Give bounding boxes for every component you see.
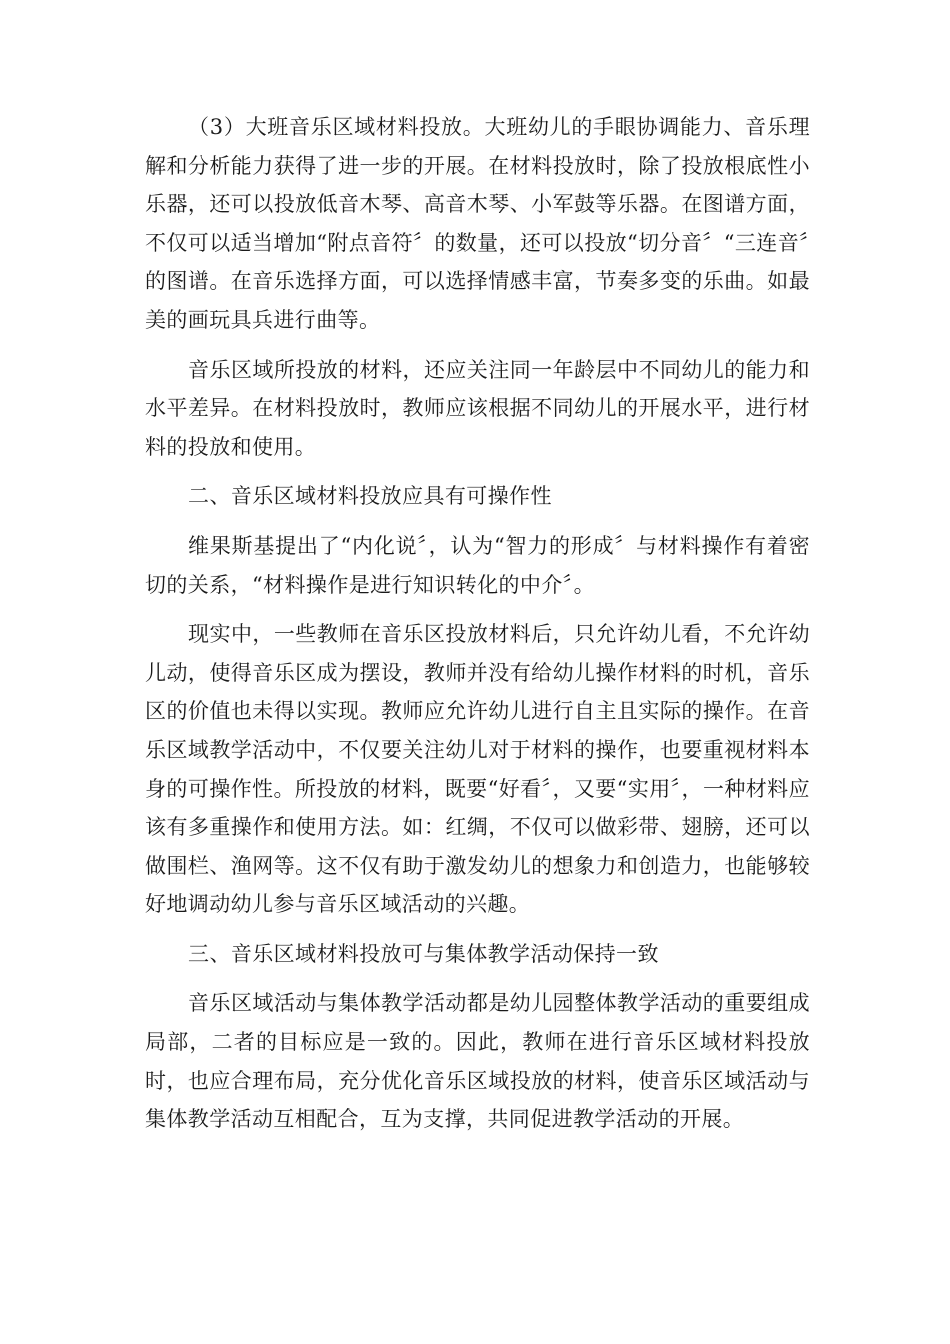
- paragraph-vygotsky: 维果斯基提出了“内化说〞，认为“智力的形成〞与材料操作有着密切的关系，“材料操作是进行知识转化的中介〞。: [145, 533, 810, 597]
- section-heading-consistency: 三、音乐区域材料投放可与集体教学活动保持一致: [188, 941, 659, 966]
- paragraph-reality-operation: 现实中，一些教师在音乐区投放材料后，只允许幼儿看，不允许幼儿动，使得音乐区成为摆设，教师并没有给幼儿操作材料的时机，音乐区的价值也未得以实现。教师应允许幼儿进行自主且实际的操作。在音乐区域教学活动中，不仅要关注幼儿对于材料的操作，也要重视材料本身的可操作性。所投放的材料，既要“好看〞，又要“实用〞，一种材料应该有多重操作和使用方法。如：红绸，不仅可以做彩带、翅膀，还可以做围栏、渔网等。这不仅有助于激发幼儿的想象力和创造力，也能够较好地调动幼儿参与音乐区域活动的兴趣。: [145, 622, 810, 917]
- paragraph-large-class-materials: （3）大班音乐区域材料投放。大班幼儿的手眼协调能力、音乐理解和分析能力获得了进一步的开展。在材料投放时，除了投放根底性小乐器，还可以投放低音木琴、高音木琴、小军鼓等乐器。在图谱方面，不仅可以适当增加“附点音符〞的数量，还可以投放“切分音〞“三连音〞的图谱。在音乐选择方面，可以选择情感丰富，节奏多变的乐曲。如最美的画玩具兵进行曲等。: [145, 115, 810, 332]
- section-heading-operability: 二、音乐区域材料投放应具有可操作性: [188, 484, 552, 509]
- paragraph-individual-differences: 音乐区域所投放的材料，还应关注同一年龄层中不同幼儿的能力和水平差异。在材料投放时，教师应该根据不同幼儿的开展水平，进行材料的投放和使用。: [145, 357, 810, 459]
- document-body: [145, 108, 810, 1150]
- paragraph-collective-teaching: 音乐区域活动与集体教学活动都是幼儿园整体教学活动的重要组成局部，二者的目标应是一致的。因此，教师在进行音乐区域材料投放时，也应合理布局，充分优化音乐区域投放的材料，使音乐区域活动与集体教学活动互相配合，互为支撑，共同促进教学活动的开展。: [145, 991, 810, 1132]
